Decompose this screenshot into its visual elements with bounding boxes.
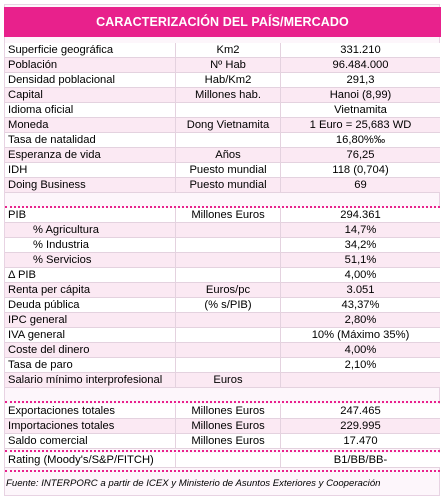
table-row [5, 118, 440, 133]
indicator-cell: Densidad poblacional [5, 73, 176, 87]
indicator-cell: % Industria [5, 238, 176, 252]
unit-cell: Hab/Km2 [176, 73, 281, 87]
value-cell [281, 373, 440, 387]
unit-cell: Puesto mundial [176, 163, 281, 177]
indicator-cell: Idioma oficial [5, 103, 176, 117]
value-cell: 3.051 [346, 284, 375, 296]
table-row [5, 373, 440, 388]
indicator-cell: Renta per cápita [5, 283, 176, 297]
indicator-cell: Exportaciones totales [5, 404, 176, 418]
value-cell: B1/BB/BB- [333, 454, 388, 466]
indicator-cell: IPC general [5, 313, 176, 327]
indicator-cell: Tasa de paro [5, 358, 176, 372]
indicator-cell: Tasa de natalidad [5, 133, 176, 147]
table-row [5, 283, 440, 298]
table-row [5, 253, 440, 268]
unit-cell: Millones Euros [176, 404, 281, 418]
indicator-cell: Superficie geográfica [5, 43, 176, 57]
unit-cell: Años [176, 148, 281, 162]
unit-cell: Millones Euros [176, 208, 281, 222]
value-cell: 2,80% [344, 314, 377, 326]
table-row [5, 328, 440, 343]
indicator-cell: % Agricultura [5, 223, 176, 237]
value-cell: 229.995 [340, 420, 381, 432]
table-row [5, 313, 440, 328]
table-row [5, 58, 440, 73]
indicator-cell: Importaciones totales [5, 419, 176, 433]
unit-cell [176, 223, 281, 237]
source-note: Fuente: INTERPORC a partir de ICEX y Ministerio de Asuntos Exteriores y Cooperación [6, 478, 381, 489]
indicator-cell: Doing Business [5, 178, 176, 192]
indicator-cell: Deuda pública [5, 298, 176, 312]
unit-cell: Km2 [176, 43, 281, 57]
value-cell: 291,3 [346, 74, 375, 86]
table-row [5, 298, 440, 313]
unit-cell [176, 238, 281, 252]
unit-cell [176, 343, 281, 357]
value-cell: 14,7% [344, 224, 377, 236]
unit-cell: (% s/PIB) [176, 298, 281, 312]
table-row [5, 453, 440, 468]
value-cell: Hanoi (8,99) [329, 89, 392, 101]
unit-cell: Puesto mundial [176, 178, 281, 192]
table-row [5, 208, 440, 223]
group-separator [5, 450, 440, 452]
value-cell: 16,80%‰ [335, 134, 386, 146]
value-cell: 17.470 [343, 435, 378, 447]
unit-cell [176, 453, 281, 467]
indicator-cell: IVA general [5, 328, 176, 342]
table-row [5, 73, 440, 88]
indicator-cell: IDH [5, 163, 176, 177]
unit-cell [176, 133, 281, 147]
indicator-cell: Saldo comercial [5, 434, 176, 448]
table-row [5, 404, 440, 419]
indicator-cell: Δ PIB [5, 268, 176, 282]
table-row [5, 343, 440, 358]
table-row [5, 163, 440, 178]
value-cell: 10% (Máximo 35%) [311, 329, 410, 341]
indicator-cell: PIB [5, 208, 176, 222]
unit-cell: Millones hab. [176, 88, 281, 102]
table-row [5, 88, 440, 103]
unit-cell [176, 313, 281, 327]
unit-cell [176, 103, 281, 117]
table-row [5, 178, 440, 193]
group-separator [5, 470, 440, 472]
value-cell: 51,1% [344, 254, 377, 266]
table-row [5, 223, 440, 238]
value-cell: 331.210 [340, 44, 381, 56]
value-cell: 118 (0,704) [332, 164, 389, 176]
indicator-cell: Moneda [5, 118, 176, 132]
unit-cell: Dong Vietnamita [176, 118, 281, 132]
unit-cell [176, 268, 281, 282]
value-cell: 4,00% [344, 269, 377, 281]
table-row [5, 43, 440, 58]
table-row [5, 148, 440, 163]
value-cell: 294.361 [340, 209, 381, 221]
unit-cell: Millones Euros [176, 419, 281, 433]
table-row [5, 133, 440, 148]
value-cell: 2,10% [344, 359, 377, 371]
unit-cell: Euros/pc [176, 283, 281, 297]
unit-cell: Nº Hab [176, 58, 281, 72]
group-separator [5, 401, 440, 403]
value-cell: Vietnamita [334, 104, 387, 116]
unit-cell: Euros [176, 373, 281, 387]
value-cell: 69 [354, 179, 367, 191]
value-cell: 34,2% [344, 239, 377, 251]
table-title: CARACTERIZACIÓN DEL PAÍS/MERCADO [4, 7, 441, 37]
table-row [5, 268, 440, 283]
indicator-cell: Población [5, 58, 176, 72]
indicator-cell: Coste del dinero [5, 343, 176, 357]
indicator-cell: % Servicios [5, 253, 176, 267]
value-cell: 96.484.000 [332, 59, 389, 71]
table-row [5, 434, 440, 449]
indicator-cell: Salario mínimo interprofesional [5, 373, 176, 387]
value-cell: 247.465 [340, 405, 381, 417]
table-row [5, 238, 440, 253]
indicator-cell: Esperanza de vida [5, 148, 176, 162]
value-cell: 1 Euro = 25,683 WD [309, 119, 412, 131]
value-cell: 4,00% [344, 344, 377, 356]
indicator-cell: Capital [5, 88, 176, 102]
unit-cell [176, 253, 281, 267]
value-cell: 76,25 [346, 149, 375, 161]
unit-cell [176, 328, 281, 342]
table-row [5, 358, 440, 373]
table-row [5, 103, 440, 118]
value-cell: 43,37% [341, 299, 380, 311]
unit-cell: Millones Euros [176, 434, 281, 448]
table-row [5, 419, 440, 434]
indicator-cell: Rating (Moody's/S&P/FITCH) [5, 453, 176, 467]
unit-cell [176, 358, 281, 372]
